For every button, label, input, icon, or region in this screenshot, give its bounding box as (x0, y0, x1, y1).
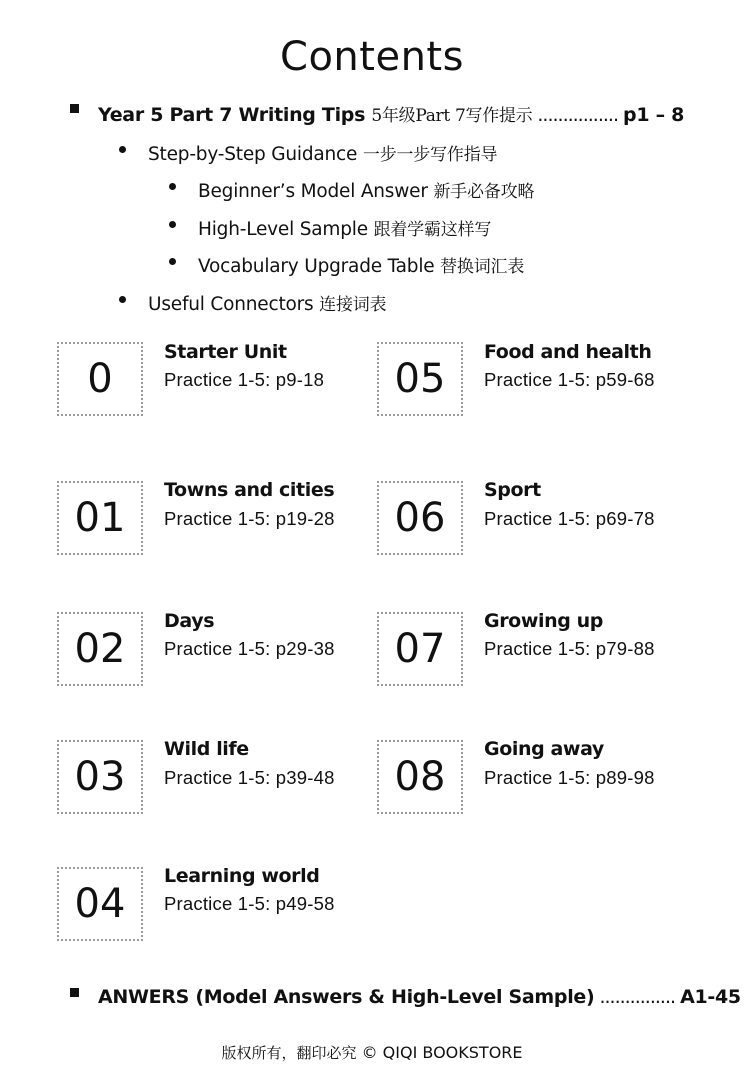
toc-vocab[interactable] (198, 252, 524, 277)
toc-beginner-label-en: Beginner’s Model Answer (198, 181, 434, 202)
toc-main-label-en: Year 5 Part 7 Writing Tips (98, 104, 372, 126)
round-bullet-icon (169, 258, 176, 265)
toc-main-pages: p1 – 8 (623, 104, 685, 126)
toc-high-level[interactable] (198, 215, 491, 240)
toc-connectors[interactable] (148, 290, 386, 315)
answers-leader: ............... (594, 986, 681, 1008)
unit-practice-pages: Practice 1-5: p79-88 (484, 638, 655, 659)
unit-number-box: 01 (57, 481, 143, 555)
round-bullet-icon (169, 221, 176, 228)
toc-step-label-zh: 一步一步写作指导 (362, 145, 498, 165)
toc-main-item[interactable] (98, 101, 684, 126)
unit-title[interactable]: Starter Unit (164, 341, 287, 363)
unit-title[interactable]: Learning world (164, 865, 320, 887)
unit-number-box: 04 (57, 867, 143, 941)
unit-title[interactable]: Towns and cities (164, 479, 335, 501)
unit-title[interactable]: Growing up (484, 610, 603, 632)
unit-title[interactable]: Days (164, 610, 215, 632)
footer-copyright-text: © QIQI BOOKSTORE (356, 1043, 523, 1062)
toc-high-label-en: High-Level Sample (198, 219, 374, 240)
unit-practice-pages: Practice 1-5: p59-68 (484, 369, 655, 390)
unit-practice-pages: Practice 1-5: p39-48 (164, 767, 335, 788)
unit-number-box: 03 (57, 740, 143, 814)
toc-main-label-zh: 5年级Part 7写作提示 (371, 106, 533, 126)
toc-beginner-label-zh: 新手必备攻略 (433, 182, 535, 202)
toc-step-label-en: Step-by-Step Guidance (148, 144, 363, 165)
unit-number-box: 07 (377, 612, 463, 686)
round-bullet-icon (119, 146, 126, 153)
square-bullet-icon (70, 988, 79, 997)
answers-pages: A1-45 (680, 986, 741, 1008)
answers-label: ANWERS (Model Answers & High-Level Sample) (98, 986, 595, 1008)
unit-number-box: 02 (57, 612, 143, 686)
round-bullet-icon (169, 183, 176, 190)
toc-high-label-zh: 跟着学霸这样写 (373, 220, 492, 240)
unit-practice-pages: Practice 1-5: p9-18 (164, 369, 325, 390)
unit-number-box: 05 (377, 342, 463, 416)
toc-beginner[interactable] (198, 177, 534, 202)
unit-practice-pages: Practice 1-5: p19-28 (164, 508, 335, 529)
round-bullet-icon (119, 296, 126, 303)
toc-connectors-label-en: Useful Connectors (148, 294, 320, 315)
unit-practice-pages: Practice 1-5: p49-58 (164, 893, 335, 914)
unit-practice-pages: Practice 1-5: p29-38 (164, 638, 335, 659)
unit-title[interactable]: Food and health (484, 341, 652, 363)
toc-main-leader: ................ (532, 104, 624, 126)
square-bullet-icon (70, 104, 79, 113)
toc-answers-item[interactable] (98, 986, 741, 1008)
unit-title[interactable]: Wild life (164, 738, 249, 760)
unit-practice-pages: Practice 1-5: p69-78 (484, 508, 655, 529)
toc-step-by-step[interactable] (148, 140, 497, 165)
unit-practice-pages: Practice 1-5: p89-98 (484, 767, 655, 788)
toc-connectors-label-zh: 连接词表 (319, 295, 387, 315)
unit-title[interactable]: Going away (484, 738, 604, 760)
unit-number-box: 06 (377, 481, 463, 555)
footer-copyright (0, 1042, 744, 1063)
page-title: Contents (280, 34, 464, 80)
toc-vocab-label-zh: 替换词汇表 (440, 257, 525, 277)
unit-title[interactable]: Sport (484, 479, 541, 501)
unit-number-box: 0 (57, 342, 143, 416)
footer-zh: 版权所有，翻印必究 (221, 1044, 357, 1062)
toc-vocab-label-en: Vocabulary Upgrade Table (198, 256, 441, 277)
unit-number-box: 08 (377, 740, 463, 814)
